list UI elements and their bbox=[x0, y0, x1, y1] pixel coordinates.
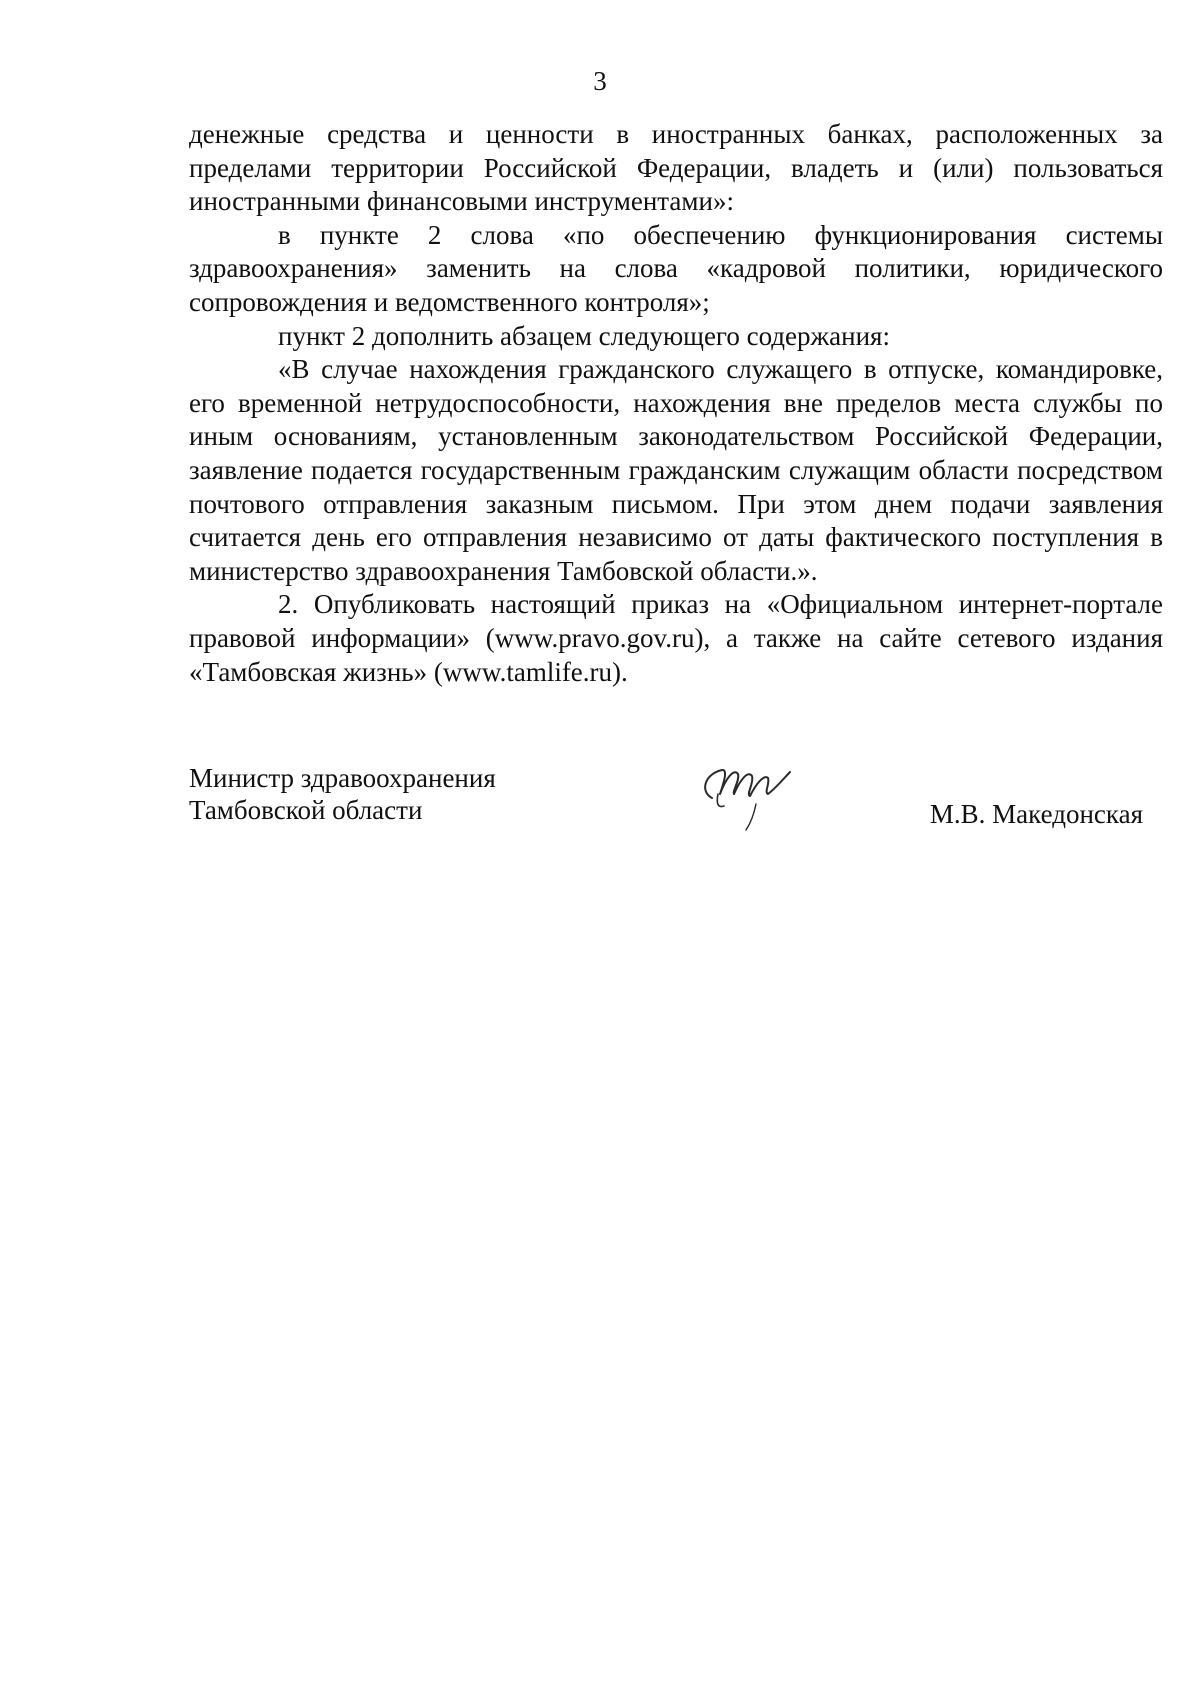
paragraph-amendment-addition: пункт 2 дополнить абзацем следующего содержания: bbox=[278, 320, 890, 351]
paragraph-quoted-text: «В случае нахождения гражданского служащего в отпуске, командировке, его временной нетрудоспособности, нахождения вне пределов места службы по иным основаниям, установленным законодательством Российской Федерации, заявление подается государственным гражданским служащим области посредством почтового отправления заказным письмом. При этом днем подачи заявления считается день его отправления независимо от даты фактического поступления в министерство здравоохранения Тамбовской области.». bbox=[189, 354, 1163, 586]
handwritten-signature bbox=[694, 754, 804, 834]
signatory-name: М.В. Македонская bbox=[929, 799, 1143, 829]
document-body bbox=[189, 118, 1163, 689]
signatory-title bbox=[189, 762, 496, 826]
paragraph-publication: 2. Опубликовать настоящий приказ на «Официальном интернет-портале правовой информации» (www.pravo.gov.ru), а также на сайте сетевого издания «Тамбовская жизнь» (www.tamlife.ru). bbox=[189, 589, 1163, 687]
paragraph-amendment-words: в пункте 2 слова «по обеспечению функционирования системы здравоохранения» заменить на слова «кадровой политики, юридического сопровождения и ведомственного контроля»; bbox=[189, 219, 1163, 317]
page-number: 3 bbox=[593, 66, 607, 96]
signature-block bbox=[189, 762, 1163, 872]
paragraph-continuation: денежные средства и ценности в иностранных банках, расположенных за пределами территории Российской Федерации, владеть и (или) пользоваться иностранными финансовыми инструментами»: bbox=[189, 119, 1163, 217]
signatory-title-line-2: Тамбовской области bbox=[189, 795, 423, 825]
signatory-title-line-1: Министр здравоохранения bbox=[189, 763, 496, 793]
